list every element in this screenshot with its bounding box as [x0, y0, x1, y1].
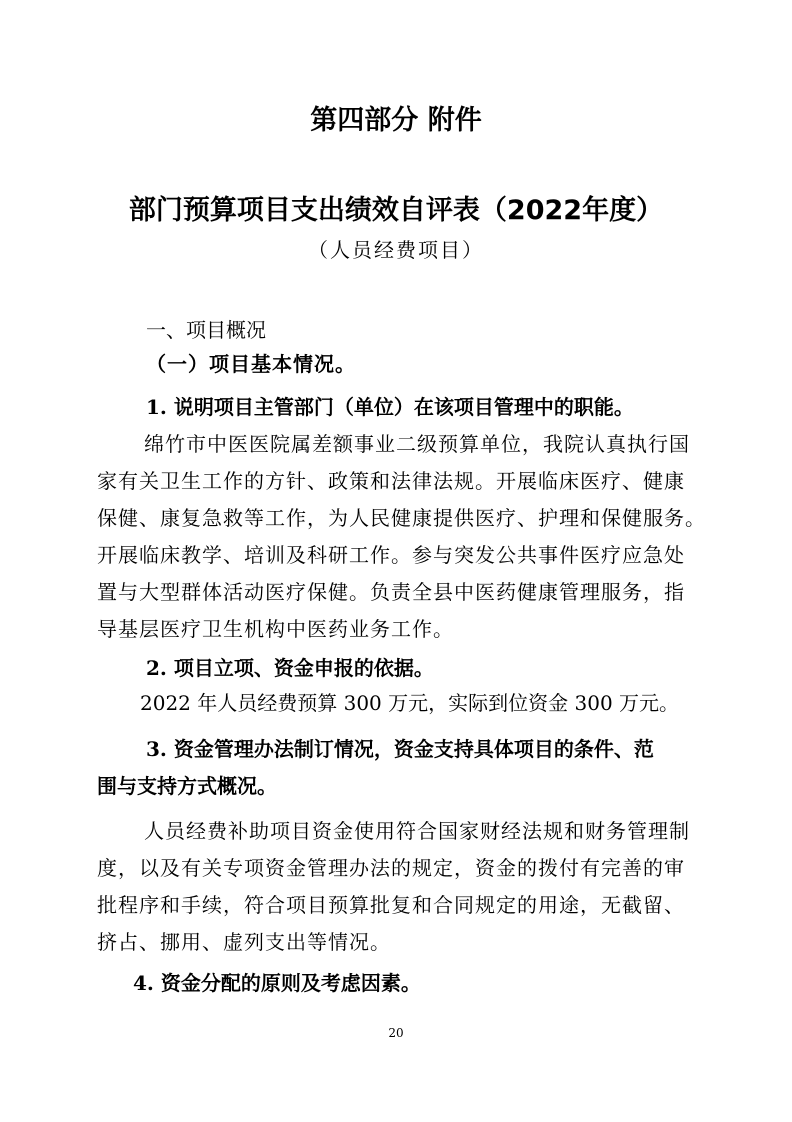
section-heading-project-overview: 一、项目概况 — [146, 318, 266, 342]
item-3-line: 批程序和手续，符合项目预算批复和合同规定的用途，无截留、 — [97, 893, 685, 917]
item-1-heading: 1. 说明项目主管部门（单位）在该项目管理中的职能。 — [146, 395, 634, 419]
item-3-line: 挤占、挪用、虚列支出等情况。 — [97, 930, 391, 954]
item-1-line: 导基层医疗卫生机构中医药业务工作。 — [97, 617, 454, 641]
item-1-line: 开展临床教学、培训及科研工作。参与突发公共事件医疗应急处 — [97, 543, 685, 567]
item-1-line: 置与大型群体活动医疗保健。负责全县中医药健康管理服务，指 — [97, 580, 685, 604]
document-title: 部门预算项目支出绩效自评表（2022年度） — [128, 195, 664, 226]
item-1-line: 绵竹市中医医院属差额事业二级预算单位，我院认真执行国 — [144, 432, 690, 456]
item-3-line: 人员经费补助项目资金使用符合国家财经法规和财务管理制 — [144, 819, 690, 843]
item-2-line: 2022 年人员经费预算 300 万元，实际到位资金 300 万元。 — [140, 691, 680, 715]
item-4-heading: 4. 资金分配的原则及考虑因素。 — [133, 971, 421, 995]
subsection-heading-basic-info: （一）项目基本情况。 — [146, 352, 356, 376]
page-number: 20 — [388, 1026, 404, 1040]
item-3-line: 度，以及有关专项资金管理办法的规定，资金的拨付有完善的审 — [97, 856, 685, 880]
item-3-heading-line: 围与支持方式概况。 — [97, 774, 277, 798]
item-3-heading-line: 3. 资金管理办法制订情况，资金支持具体项目的条件、范 — [146, 737, 654, 761]
document-subtitle: （人员经费项目） — [308, 238, 484, 262]
item-1-line: 保健、康复急救等工作，为人民健康提供医疗、护理和保健服务。 — [97, 506, 706, 530]
item-2-heading: 2. 项目立项、资金申报的依据。 — [146, 656, 434, 680]
item-1-line: 家有关卫生工作的方针、政策和法律法规。开展临床医疗、健康 — [97, 469, 685, 493]
part-title: 第四部分 附件 — [310, 105, 482, 136]
